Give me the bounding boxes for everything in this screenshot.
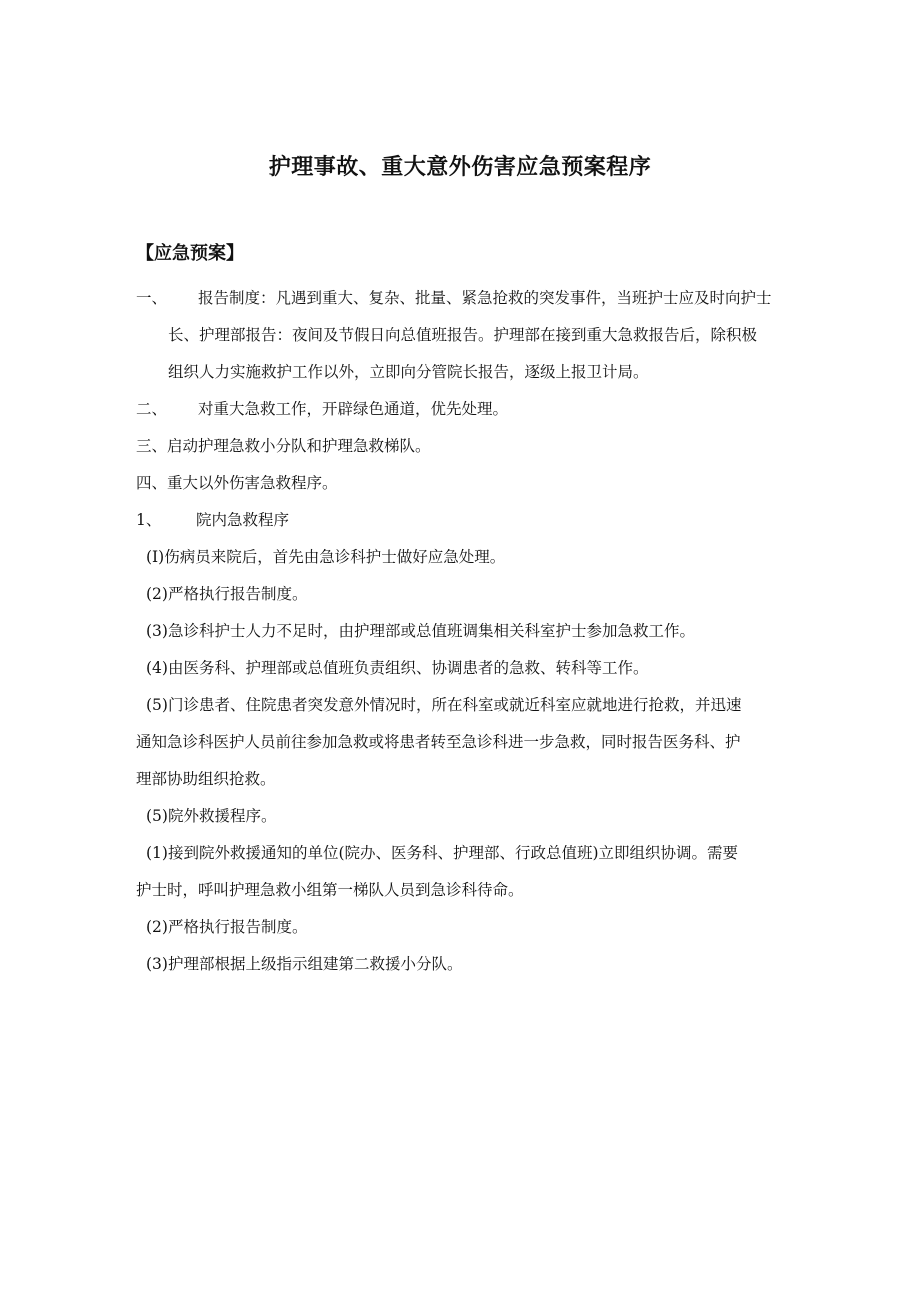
document-body — [136, 240, 872, 983]
list-item-report-system — [136, 280, 872, 317]
sub-item: (3)急诊科护士人力不足时，由护理部或总值班调集相关科室护士参加急救工作。 — [146, 622, 695, 640]
sub-item: (4)由医务科、护理部或总值班负责组织、协调患者的急救、转科等工作。 — [146, 659, 649, 677]
section-heading: 【应急预案】 — [136, 243, 244, 264]
item-text-line: 长、护理部报告：夜间及节假日向总值班报告。护理部在接到重大急救报告后，除积极 — [168, 326, 758, 344]
page-title: 护理事故、重大意外伤害应急预案程序 — [268, 155, 652, 180]
list-item-emergency-team: 三、启动护理急救小分队和护理急救梯队。 — [136, 437, 431, 455]
item-text-line: 院内急救程序 — [196, 511, 290, 529]
item-number: 一、 — [136, 289, 168, 307]
sub-item: (5)院外救援程序。 — [146, 807, 277, 825]
sub-item: (1)接到院外救援通知的单位(院办、医务科、护理部、行政总值班)立即组织协调。需要 — [146, 844, 739, 862]
sub-item-continuation: 通知急诊科医护人员前往参加急救或将患者转至急诊科进一步急救，同时报告医务科、护 — [136, 733, 741, 751]
item-number: 1、 — [136, 511, 162, 529]
sub-item: (I)伤病员来院后，首先由急诊科护士做好应急处理。 — [146, 548, 506, 566]
sub-item: (5)门诊患者、住院患者突发意外情况时，所在科室或就近科室应就地进行抢救，并迅速 — [146, 696, 742, 714]
item-text-line: 报告制度：凡遇到重大、复杂、批量、紧急抢救的突发事件，当班护士应及时向护士 — [198, 289, 772, 307]
sub-item-continuation: 护士时，呼叫护理急救小组第一梯队人员到急诊科待命。 — [136, 881, 524, 899]
list-item-injury-procedure: 四、重大以外伤害急救程序。 — [136, 474, 338, 492]
sub-item: (2)严格执行报告制度。 — [146, 918, 308, 936]
list-item-green-channel — [136, 391, 872, 428]
sub-item: (3)护理部根据上级指示组建第二救援小分队。 — [146, 955, 463, 973]
sub-item-continuation: 理部协助组织抢救。 — [136, 770, 276, 788]
item-text-line: 对重大急救工作，开辟绿色通道，优先处理。 — [198, 400, 509, 418]
item-number: 二、 — [136, 400, 168, 418]
sub-item: (2)严格执行报告制度。 — [146, 585, 308, 603]
list-item-in-hospital — [136, 502, 872, 539]
item-text-line: 组织人力实施救护工作以外，立即向分管院长报告，逐级上报卫计局。 — [168, 363, 649, 381]
